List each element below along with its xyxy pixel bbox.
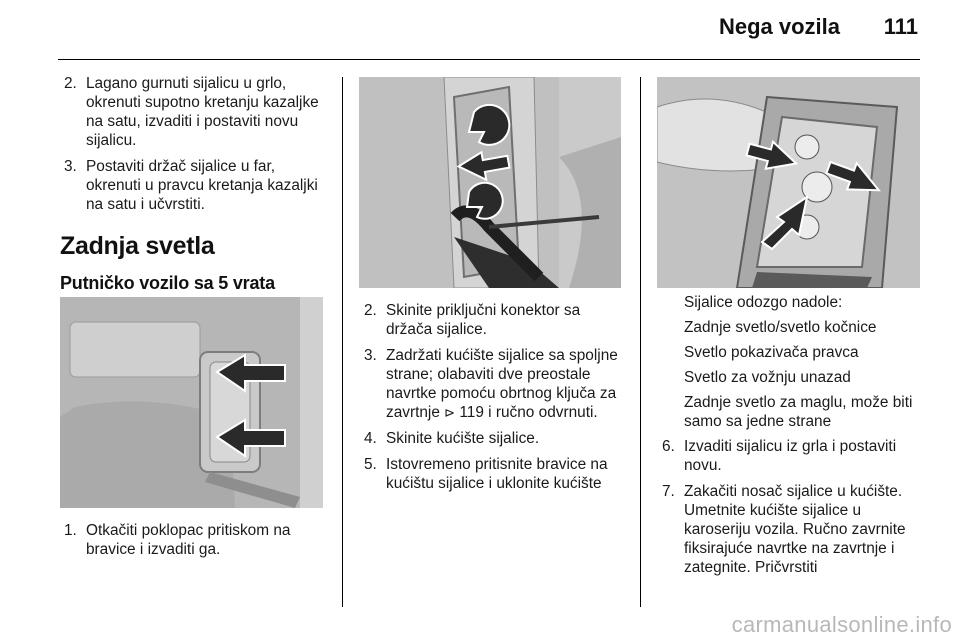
header-title: Nega vozila (718, 14, 840, 39)
column-divider-2 (640, 77, 641, 607)
column-3 (658, 293, 923, 584)
step-item (60, 157, 330, 214)
bulb-list-item: Svetlo pokazivača pravca (684, 344, 859, 361)
step-item (658, 437, 923, 475)
step-number: 2. (64, 75, 77, 92)
step-number: 6. (662, 438, 675, 455)
step-item (60, 74, 330, 150)
step-text: Istovremeno pritisnite bravice na kućištu sijalice i uklonite kućište (386, 456, 608, 492)
step-text: Zakačiti nosač sijalice u kućište. Umetnite kućište sijalice u karoseriju vozila. Ručno zavrnite fiksirajuće navrtke na zavrtnje i zategnite. Pričvrstiti (684, 483, 906, 576)
step-text-after: 119 i ručno odvrnuti. (455, 404, 598, 421)
step-text: Otkačiti poklopac pritiskom na bravice i izvaditi ga. (86, 522, 291, 558)
step-item (658, 482, 923, 577)
step-number: 3. (64, 158, 77, 175)
step-number: 1. (64, 522, 77, 539)
steps-list (658, 437, 923, 577)
step-number: 4. (364, 430, 377, 447)
figure-housing-wrench (359, 77, 621, 288)
step-text: Lagano gurnuti sijalicu u grlo, okrenuti supotno kretanju kazaljke na satu, izvaditi i postaviti novu sijalicu. (86, 75, 319, 149)
bulb-list-item: Zadnje svetlo za maglu, može biti samo sa jedne strane (684, 394, 913, 430)
column-1-lower (60, 521, 330, 566)
column-2 (360, 301, 630, 500)
step-item (360, 455, 630, 493)
bulb-list-item: Sijalice odozgo nadole: (684, 294, 843, 311)
step-item (360, 429, 630, 448)
reference-arrow-icon: ⊳ (444, 405, 456, 420)
step-text: Skinite priključni konektor sa držača sijalice. (386, 302, 581, 338)
steps-list-top (60, 74, 330, 214)
step-text: Skinite kućište sijalice. (386, 430, 540, 447)
page-number: 111 (883, 14, 918, 39)
bulb-list-item: Svetlo za vožnju unazad (684, 369, 851, 386)
step-number: 3. (364, 347, 377, 364)
steps-list-bottom (60, 521, 330, 559)
step-number: 7. (662, 483, 675, 500)
step-item (60, 521, 330, 559)
watermark: carmanualsonline.info (731, 612, 952, 637)
subsection-heading: Putničko vozilo sa 5 vrata (60, 273, 275, 293)
step-item (360, 301, 630, 339)
bulb-list (658, 293, 923, 431)
figure-cover-removal (60, 297, 323, 508)
steps-list (360, 301, 630, 493)
step-text: Postaviti držač sijalice u far, okrenuti u pravcu kretanja kazaljki na satu i učvrstiti. (86, 158, 318, 213)
figure-bulb-holder (657, 77, 920, 288)
step-number: 2. (364, 302, 377, 319)
step-text-before: Zadržati kućište sijalice sa spoljne strane; olabaviti dve preostale navrtke pomoću obrtnog ključa za zavrtnje (386, 347, 618, 421)
step-item (360, 346, 630, 422)
step-text: Izvaditi sijalicu iz grla i postaviti novu. (684, 438, 897, 474)
step-number: 5. (364, 456, 377, 473)
bulb-list-item: Zadnje svetlo/svetlo kočnice (684, 319, 877, 336)
column-1 (60, 74, 330, 304)
section-heading: Zadnja svetla (60, 232, 215, 260)
header-rule (58, 59, 920, 60)
column-divider-1 (342, 77, 343, 607)
